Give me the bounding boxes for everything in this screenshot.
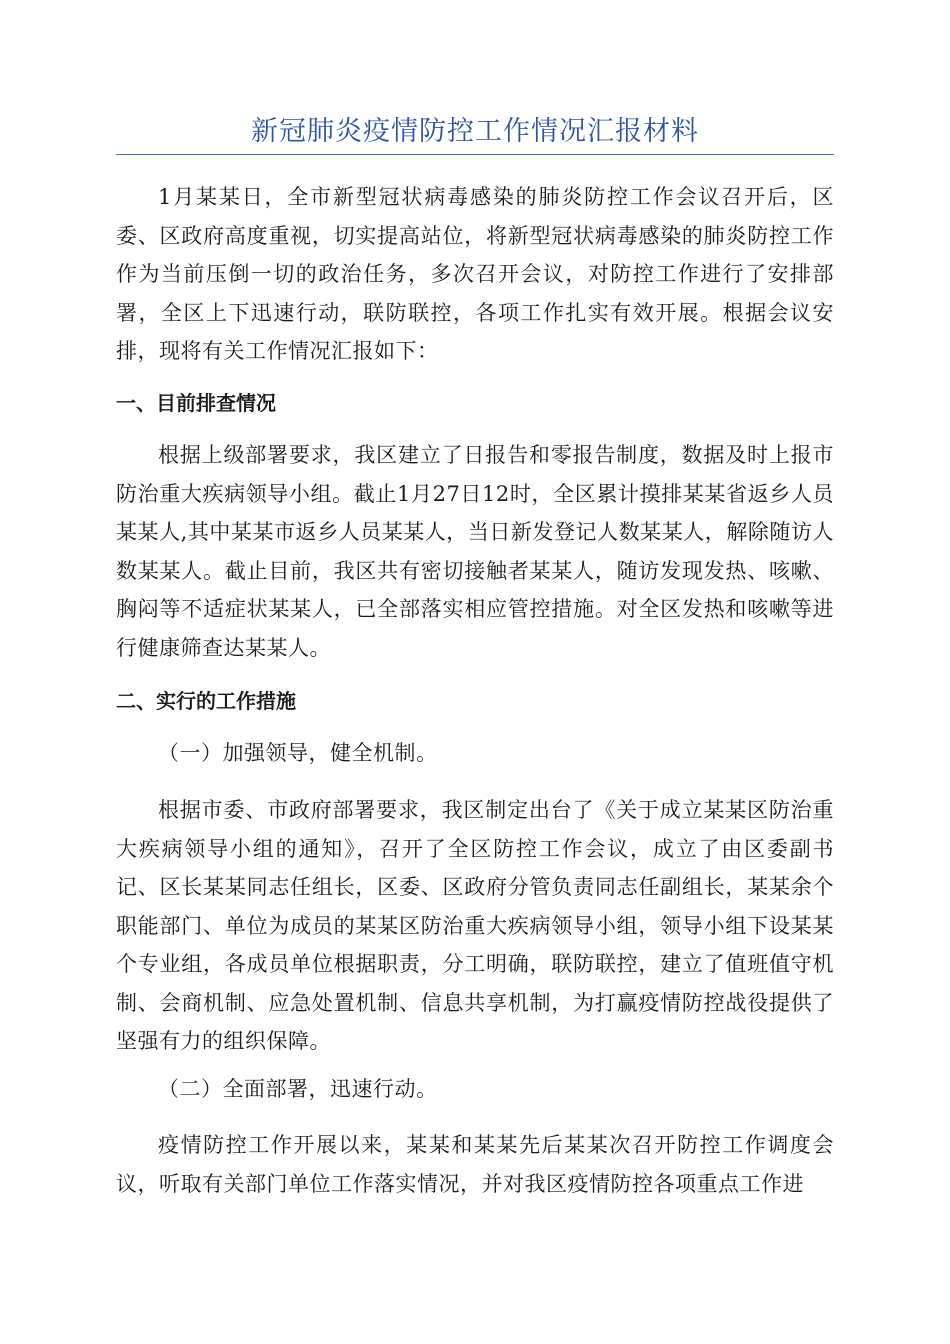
document-title: 新冠肺炎疫情防控工作情况汇报材料 (251, 116, 699, 147)
section-2-heading: 二、实行的工作措施 (116, 689, 296, 713)
subsection-2-heading: （二）全面部署，迅速行动。 (158, 1077, 438, 1101)
subsection-2-paragraph: 疫情防控工作开展以来，某某和某某先后某某次召开防控工作调度会议，听取有关部门单位工作落实情况，并对我区疫情防控各项重点工作进 (116, 1133, 834, 1196)
subsection-1-paragraph: 根据市委、市政府部署要求，我区制定出台了《关于成立某某区防治重大疾病领导小组的通知》，召开了全区防控工作会议，成立了由区委副书记、区长某某同志任组长，区委、区政府分管负责同志任副组长，某某余个职能部门、单位为成员的某某区防治重大疾病领导小组，领导小组下设某某个专业组，各成员单位根据职责，分工明确，联防联控，建立了值班值守机制、会商机制、应急处置机制、信息共享机制，为打赢疫情防控战役提供了坚强有力的组织保障。 (116, 798, 834, 1053)
section-1-paragraph: 根据上级部署要求，我区建立了日报告和零报告制度，数据及时上报市防治重大疾病领导小组。截止1月27日12时，全区累计摸排某某省返乡人员某某人,其中某某市返乡人员某某人，当日新发登记人数某某人，解除随访人数某某人。截止目前，我区共有密切接触者某某人，随访发现发热、咳嗽、胸闷等不适症状某某人，已全部落实相应管控措施。对全区发热和咳嗽等进行健康筛查达某某人。 (116, 443, 834, 660)
section-1-heading: 一、目前排查情况 (116, 391, 276, 415)
intro-paragraph: 1月某某日，全市新型冠状病毒感染的肺炎防控工作会议召开后，区委、区政府高度重视，切实提高站位，将新型冠状病毒感染的肺炎防控工作作为当前压倒一切的政治任务，多次召开会议，对防控工作进行了安排部署，全区上下迅速行动，联防联控，各项工作扎实有效开展。根据会议安排，现将有关工作情况汇报如下： (116, 185, 834, 363)
subsection-1-heading: （一）加强领导，健全机制。 (158, 741, 438, 765)
title-underline (116, 154, 834, 155)
